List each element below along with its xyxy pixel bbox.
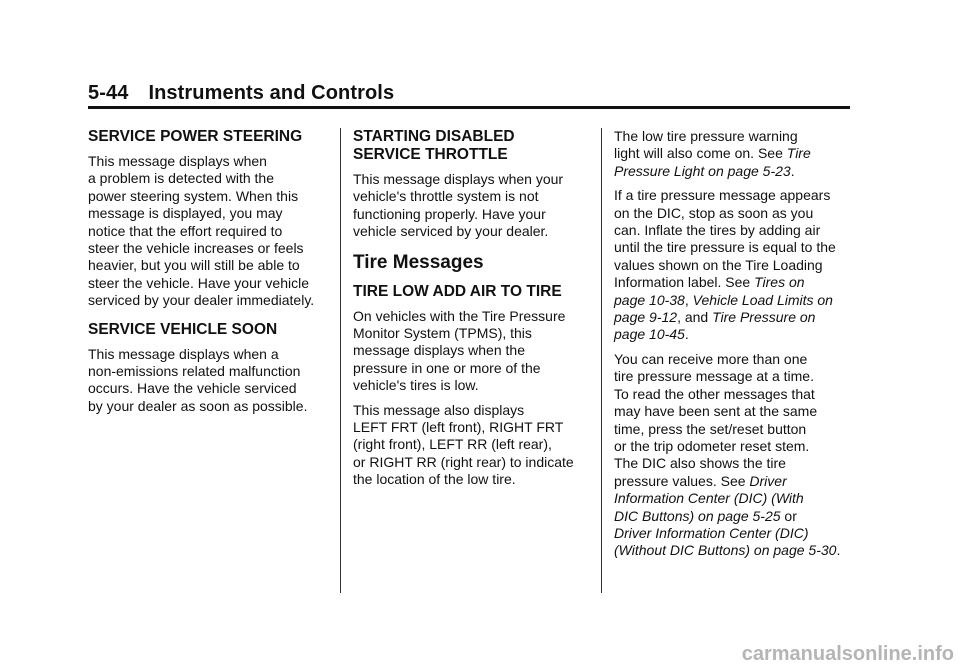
column-divider (340, 128, 341, 593)
link-tire-pressure[interactable]: Tire Pressure on page 10-45 (614, 309, 816, 343)
link-vehicle-load-limits[interactable]: Vehicle Load Limits on page 9-12 (614, 291, 833, 326)
page-header (88, 82, 394, 105)
heading-service-vehicle-soon: SERVICE VEHICLE SOON (88, 320, 278, 338)
watermark: carmanualsonline.info (741, 643, 954, 665)
page-number: 5-44 (88, 82, 129, 104)
link-dic-with-buttons[interactable]: Driver Information Center (DIC) (With DIC Buttons) on page 5-25 (614, 472, 804, 524)
column-2 (353, 128, 588, 496)
paragraph-service-vehicle: This message displays when a non-emissions related malfunction occurs. Have the vehicle serviced by your dealer as soon as possible. (88, 345, 308, 414)
section-heading-tire-messages: Tire Messages (353, 251, 484, 273)
paragraph-tire-location: This message also displays LEFT FRT (left front), RIGHT FRT (right front), LEFT RR (left rear), or RIGHT RR (right rear) to indicate the location of the low tire. (353, 401, 574, 488)
heading-tire-low: TIRE LOW ADD AIR TO TIRE (353, 282, 562, 300)
link-tire-pressure-light[interactable]: Tire Pressure Light on page 5-23 (614, 145, 811, 179)
column-divider (601, 128, 602, 593)
paragraph-warning-light: The low tire pressure warning light will also come on. See Tire Pressure Light on page 5-23. (614, 128, 811, 179)
header-rule (88, 106, 850, 109)
heading-service-power-steering: SERVICE POWER STEERING (88, 128, 303, 145)
link-tires[interactable]: Tires on page 10-38 (614, 274, 805, 308)
paragraph-tire-pressure-message: If a tire pressure message appears on the DIC, stop as soon as you can. Inflate the tires by adding air until the tire pressure is equal to the values shown on the Tire Loading Information label. See Tires on page 10-38, Vehicle Load Limits on page 9-12, and Tire Pressure on page 10-45. (614, 187, 836, 343)
paragraph-power-steering: This message displays when a problem is detected with the power steering system. When this message is displayed, you may notice that the effort required to steer the vehicle increases or feels heavier, but you will still be able to steer the vehicle. Have your vehicle serviced by your dealer immediately. (88, 153, 315, 309)
section-title: Instruments and Controls (148, 82, 395, 104)
paragraph-throttle: This message displays when your vehicle's throttle system is not functioning properly. Have your vehicle serviced by your dealer. (353, 171, 564, 240)
paragraph-tire-low: On vehicles with the Tire Pressure Monitor System (TPMS), this message displays when the pressure in one or more of the vehicle's tires is low. (353, 307, 566, 394)
paragraph-multiple-messages: You can receive more than one tire pressure message at a time. To read the other messages that may have been sent at the same time, press the set/reset button or the trip odometer reset stem. The DIC also shows the tire pressure values. See Driver Information Center (DIC) (With DIC Buttons) on page 5-25 or Driver Information Center (DIC) (Without DIC Buttons) on page 5-30. (614, 350, 841, 559)
link-dic-without-buttons[interactable]: Driver Information Center (DIC) (Without DIC Buttons) on page 5-30 (614, 524, 837, 559)
column-1 (88, 128, 333, 422)
column-3 (614, 128, 864, 567)
heading-starting-disabled: STARTING DISABLED SERVICE THROTTLE (353, 128, 515, 163)
